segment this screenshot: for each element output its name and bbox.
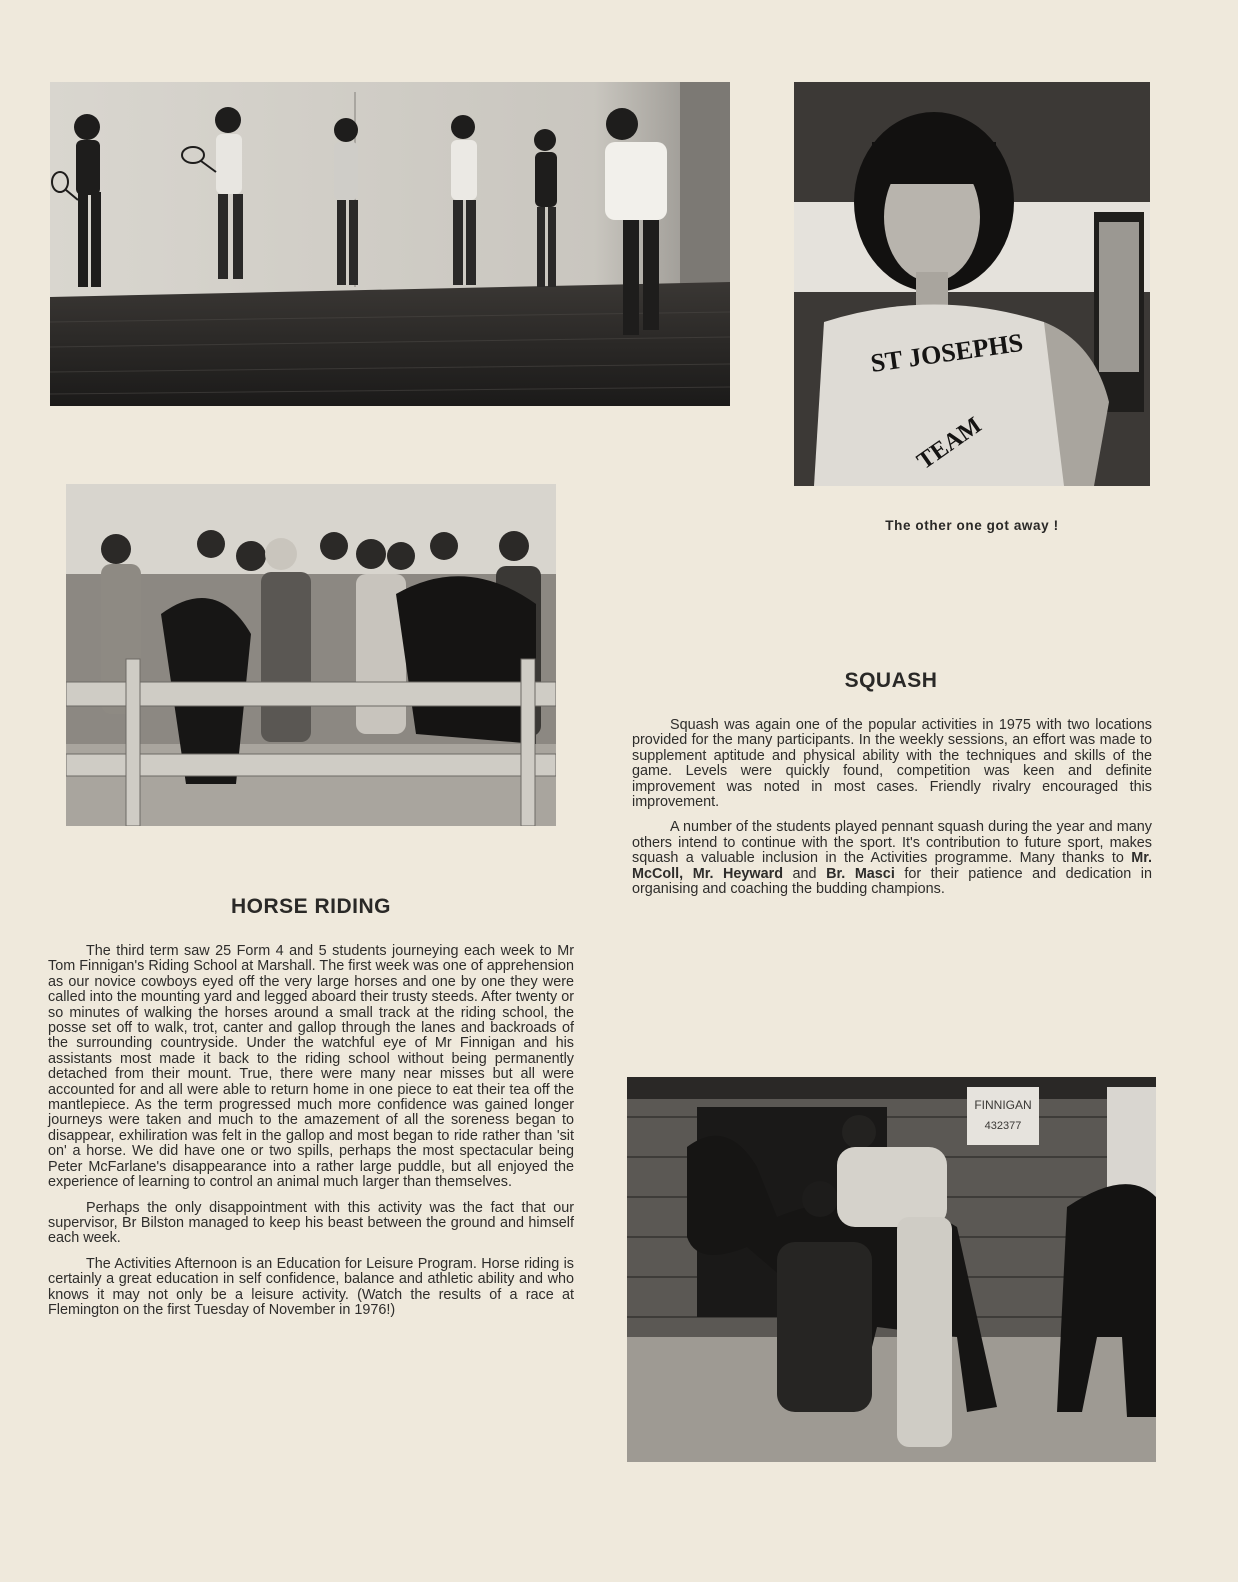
stable-sign-line1: FINNIGAN (974, 1098, 1032, 1112)
squash-name-bold: Mr. Heyward (692, 865, 784, 882)
horse-group-illustration (66, 484, 556, 826)
squash-court-photo (50, 82, 730, 406)
squash-paragraph (632, 718, 1152, 810)
shirt-text-bottom: TEAM (912, 412, 987, 475)
horse-riding-text-run: The Activities Afternoon is an Education for Leisure Program. Horse riding is certainly a great education in self confidence, balance and athletic ability and who knows it may not only be a leisure activity. (Watch the results of a race at Flemington on the first Tuesday of November in 1976!) (48, 1255, 574, 1318)
horse-riding-text-run: The third term saw 25 Form 4 and 5 students journeying each week to Mr Tom Finnigan's Riding School at Marshall. The first week was one of apprehension as our novice cowboys eyed off the very large horses and one by one they were called into the mounting yard and legged aboard their trusty steeds. After twenty or so minutes of walking the horses around a small track at the riding school, the posse set off to walk, trot, canter and gallop through the lanes and backroads of the surrounding countryside. Under the watchful eye of Mr Finnigan and his assistants most made it back to the riding school without being permanently detached from their mount. True, there were many near misses but all were accounted for and all were able to return home in one piece to eat their tea off the mantlepiece. As the term progressed much more confidence was gained longer journeys were taken and much to the amazement of all the soreness began to disappear, exhiliration was felt in the gallop and most began to ride rather than 'sit on' a horse. We did have one or two spills, perhaps the most spectacular being Peter McFarlane's disappearance into a rather large puddle, but all enjoyed the experience of learning to control an animal much larger than themselves. (48, 943, 574, 1191)
horse-group-photo (66, 484, 556, 826)
stable-photo (627, 1077, 1156, 1462)
squash-paragraph (632, 820, 1152, 897)
squash-court-illustration (50, 82, 730, 406)
squash-text-run: for their patience and dedication in organising and coaching the budding champions. (632, 865, 1153, 898)
squash-heading: SQUASH (844, 669, 938, 692)
squash-text-run (683, 866, 693, 882)
squash-text-run: Squash was again one of the popular activities in 1975 with two locations provided for the many participants. In the weekly sessions, an effort was made to supplement aptitude and physical ability with the techniques and skills of the game. Levels were quickly found, competition was keen and definite improvement was noted in most cases. Friendly rivalry encouraged this improvement. (632, 717, 1152, 811)
portrait-illustration (794, 82, 1150, 486)
horse-riding-paragraph (48, 1257, 574, 1319)
portrait-photo (794, 82, 1150, 486)
squash-name-bold: Mr. McColl, (632, 850, 1152, 882)
squash-text-run: A number of the students played pennant squash during the year and many others intend to continue with the sport. It's contribution to future sport, makes squash a valuable inclusion in the Activities programme. Many thanks to (632, 819, 1152, 867)
horse-riding-paragraph (48, 944, 574, 1191)
stable-illustration (627, 1077, 1156, 1462)
shirt-text-top: ST JOSEPHS (868, 327, 1025, 378)
horse-riding-text-run: Perhaps the only disappointment with this activity was the fact that our supervisor, Br Bilston managed to keep his beast between the ground and himself each week. (48, 1199, 574, 1247)
horse-riding-heading: HORSE RIDING (230, 895, 391, 918)
horse-riding-paragraph (48, 1201, 574, 1247)
stable-sign-line2: 432377 (984, 1120, 1022, 1132)
portrait-caption: The other one got away ! (885, 518, 1059, 533)
squash-text-run: and (783, 865, 827, 882)
horse-riding-body (48, 944, 574, 1328)
squash-body (632, 718, 1152, 907)
squash-name-bold: Br. Masci (826, 865, 895, 882)
